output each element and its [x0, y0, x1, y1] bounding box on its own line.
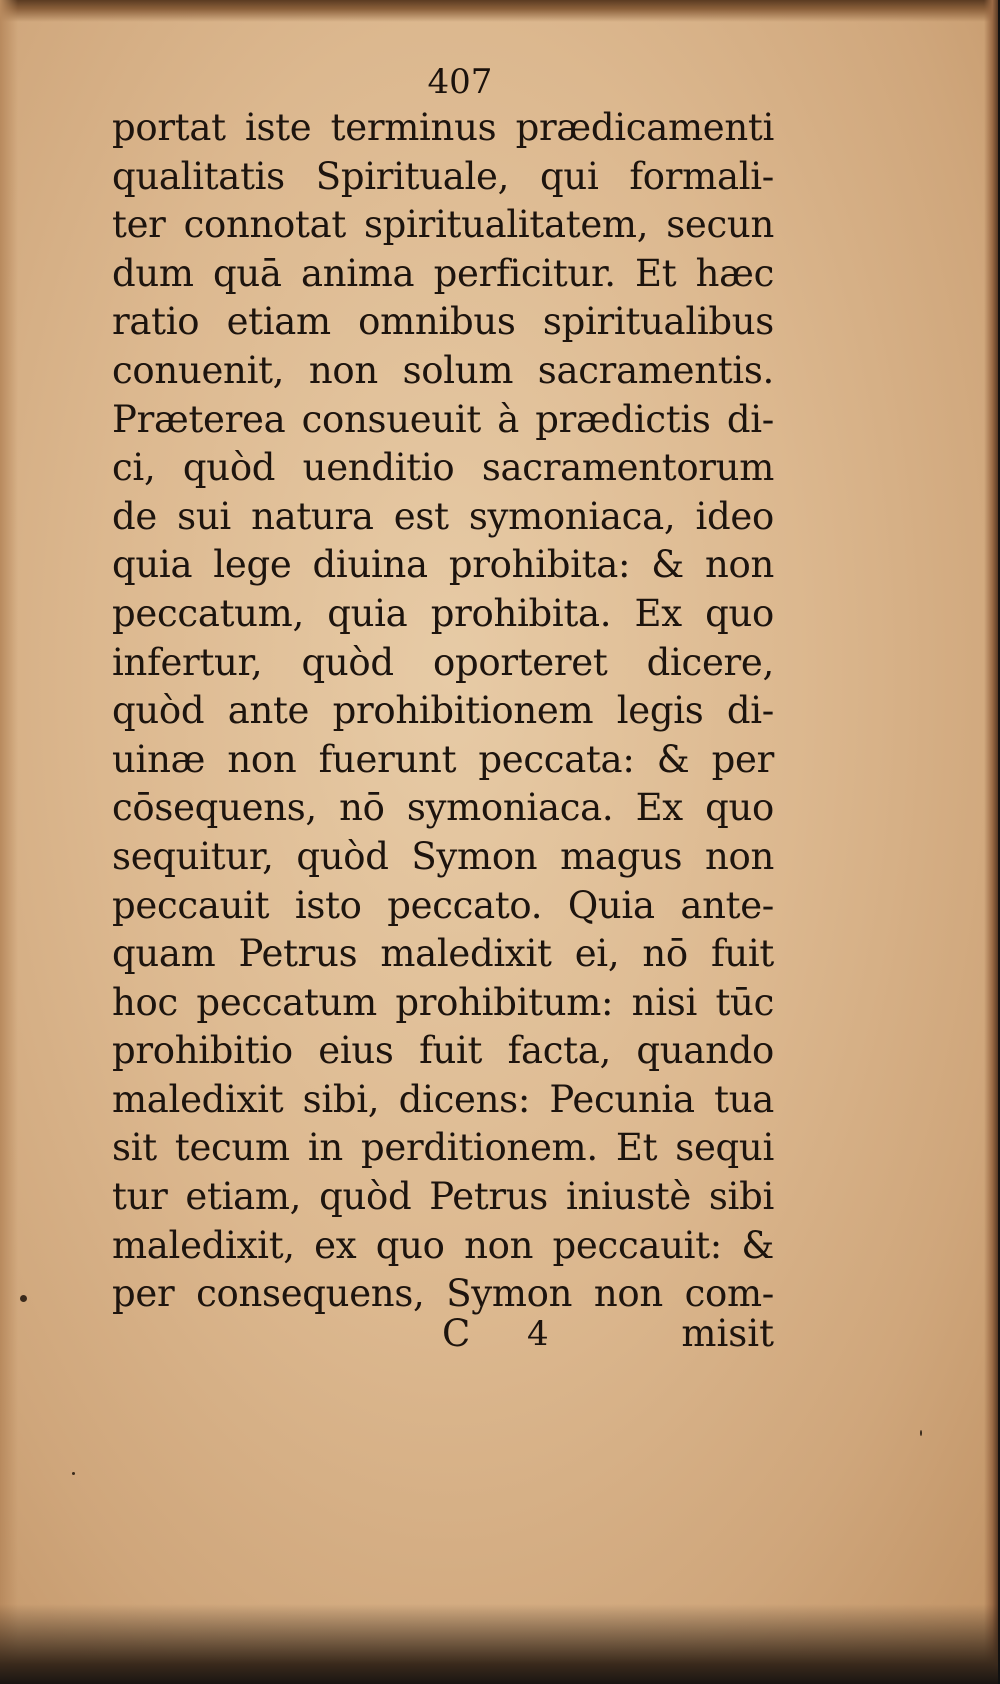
ink-speck	[920, 1430, 922, 1436]
page-right-edge	[984, 0, 998, 1684]
signature-mark: C	[442, 1312, 471, 1355]
text-line: quòd ante prohibitionem legis di-	[112, 689, 774, 733]
text-line: ter connotat spiritualitatem, secun	[112, 203, 774, 247]
text-line: sit tecum in perditionem. Et sequi	[112, 1126, 774, 1170]
text-line: per consequens, Symon non com-	[112, 1272, 774, 1316]
catchword: misit	[681, 1312, 774, 1355]
text-line: conuenit, non solum sacramentis.	[112, 348, 774, 392]
text-line: ratio etiam omnibus spiritualibus	[112, 300, 774, 344]
text-line: quam Petrus maledixit ei, nō fuit	[112, 932, 774, 976]
signature-row	[112, 1312, 774, 1362]
text-line: peccauit isto peccato. Quia ante-	[112, 883, 774, 927]
text-line: portat iste terminus prædicamenti	[112, 106, 774, 149]
text-line: infertur, quòd oporteret dicere,	[112, 640, 774, 684]
page-number: 407	[427, 62, 493, 102]
text-line: dum quā anima perficitur. Et hæc	[112, 251, 774, 295]
text-line: quia lege diuina prohibita: & non	[112, 543, 774, 587]
text-line: ci, quòd uenditio sacramentorum	[112, 446, 774, 490]
text-line: peccatum, quia prohibita. Ex quo	[112, 591, 774, 635]
page-left-edge	[0, 0, 18, 1684]
signature-number: 4	[527, 1314, 549, 1354]
body-text	[112, 104, 774, 1319]
text-line: maledixit sibi, dicens: Pecunia tua	[112, 1077, 774, 1121]
text-line: prohibitio eius fuit facta, quando	[112, 1029, 774, 1073]
text-line: cōsequens, nō symoniaca. Ex quo	[112, 786, 774, 830]
ink-speck	[72, 1472, 75, 1475]
text-line: tur etiam, quòd Petrus iniustè sibi	[112, 1175, 774, 1219]
text-line: uinæ non fuerunt peccata: & per	[112, 737, 774, 781]
text-line: sequitur, quòd Symon magus non	[112, 834, 774, 878]
text-line: qualitatis Spirituale, qui formali-	[112, 154, 774, 198]
page-top-edge	[0, 0, 998, 22]
text-line: de sui natura est symoniaca, ideo	[112, 494, 774, 538]
page-bottom-edge	[0, 1604, 998, 1684]
text-line: Præterea consueuit à prædictis di-	[112, 397, 774, 441]
ink-speck	[20, 1295, 27, 1302]
text-line: maledixit, ex quo non peccauit: &	[112, 1223, 774, 1267]
text-line: hoc peccatum prohibitum: nisi tūc	[112, 980, 774, 1024]
